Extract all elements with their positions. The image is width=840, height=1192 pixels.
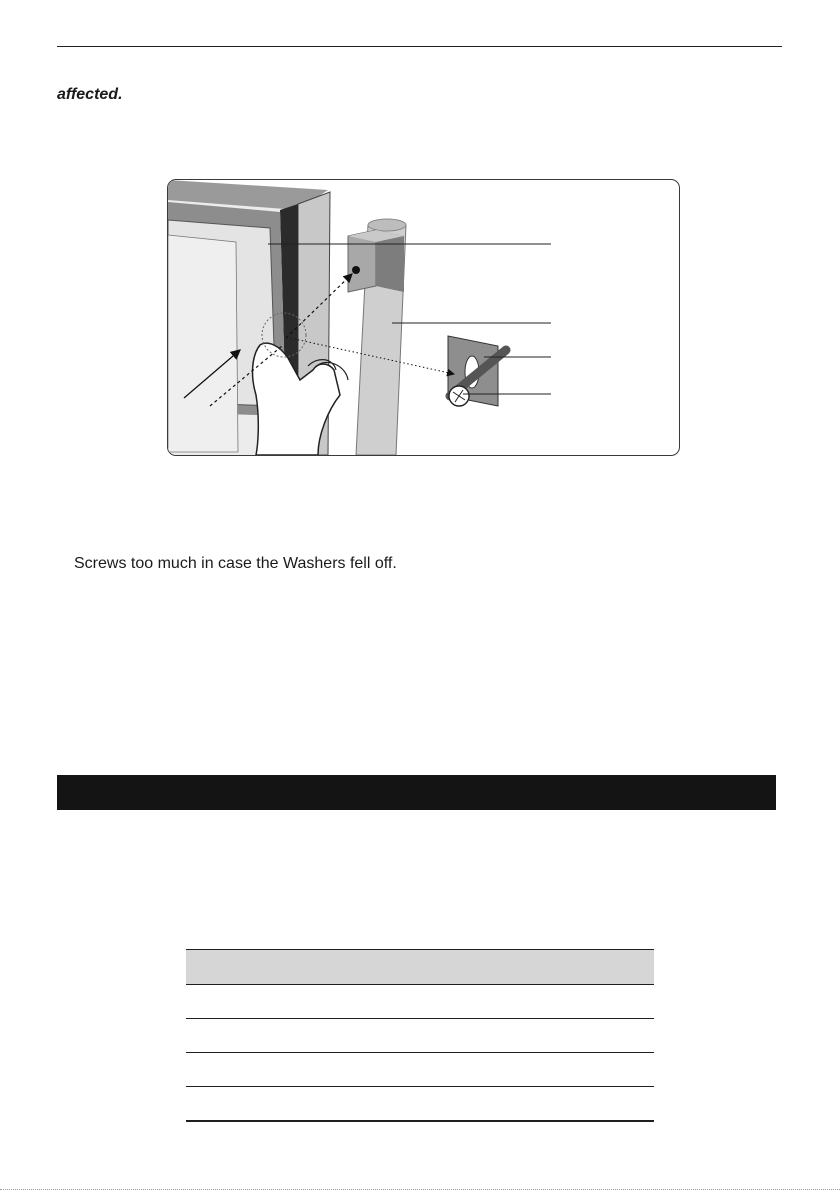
table-row xyxy=(186,985,654,1019)
table-cell xyxy=(412,1087,654,1122)
table-header-cell xyxy=(412,950,654,985)
table-cell xyxy=(412,985,654,1019)
note-text: Screws too much in case the Washers fell off. xyxy=(74,555,397,572)
table-cell xyxy=(186,985,412,1019)
handle-end-cap-icon xyxy=(348,230,404,292)
table-row xyxy=(186,1019,654,1053)
handle-installation-illustration xyxy=(168,180,679,455)
table-header-row xyxy=(186,950,654,985)
table-cell xyxy=(412,1019,654,1053)
table-cell xyxy=(186,1087,412,1122)
spec-table xyxy=(186,949,654,1122)
table-row xyxy=(186,1053,654,1087)
handle-installation-figure xyxy=(167,179,680,456)
table-row xyxy=(186,1087,654,1122)
bottom-rule xyxy=(0,1189,840,1190)
table-cell xyxy=(186,1019,412,1053)
top-rule xyxy=(57,46,782,47)
section-header-bar xyxy=(57,775,776,810)
table-header-cell xyxy=(186,950,412,985)
table-cell xyxy=(412,1053,654,1087)
text-fragment: affected. xyxy=(57,86,123,103)
table-cell xyxy=(186,1053,412,1087)
